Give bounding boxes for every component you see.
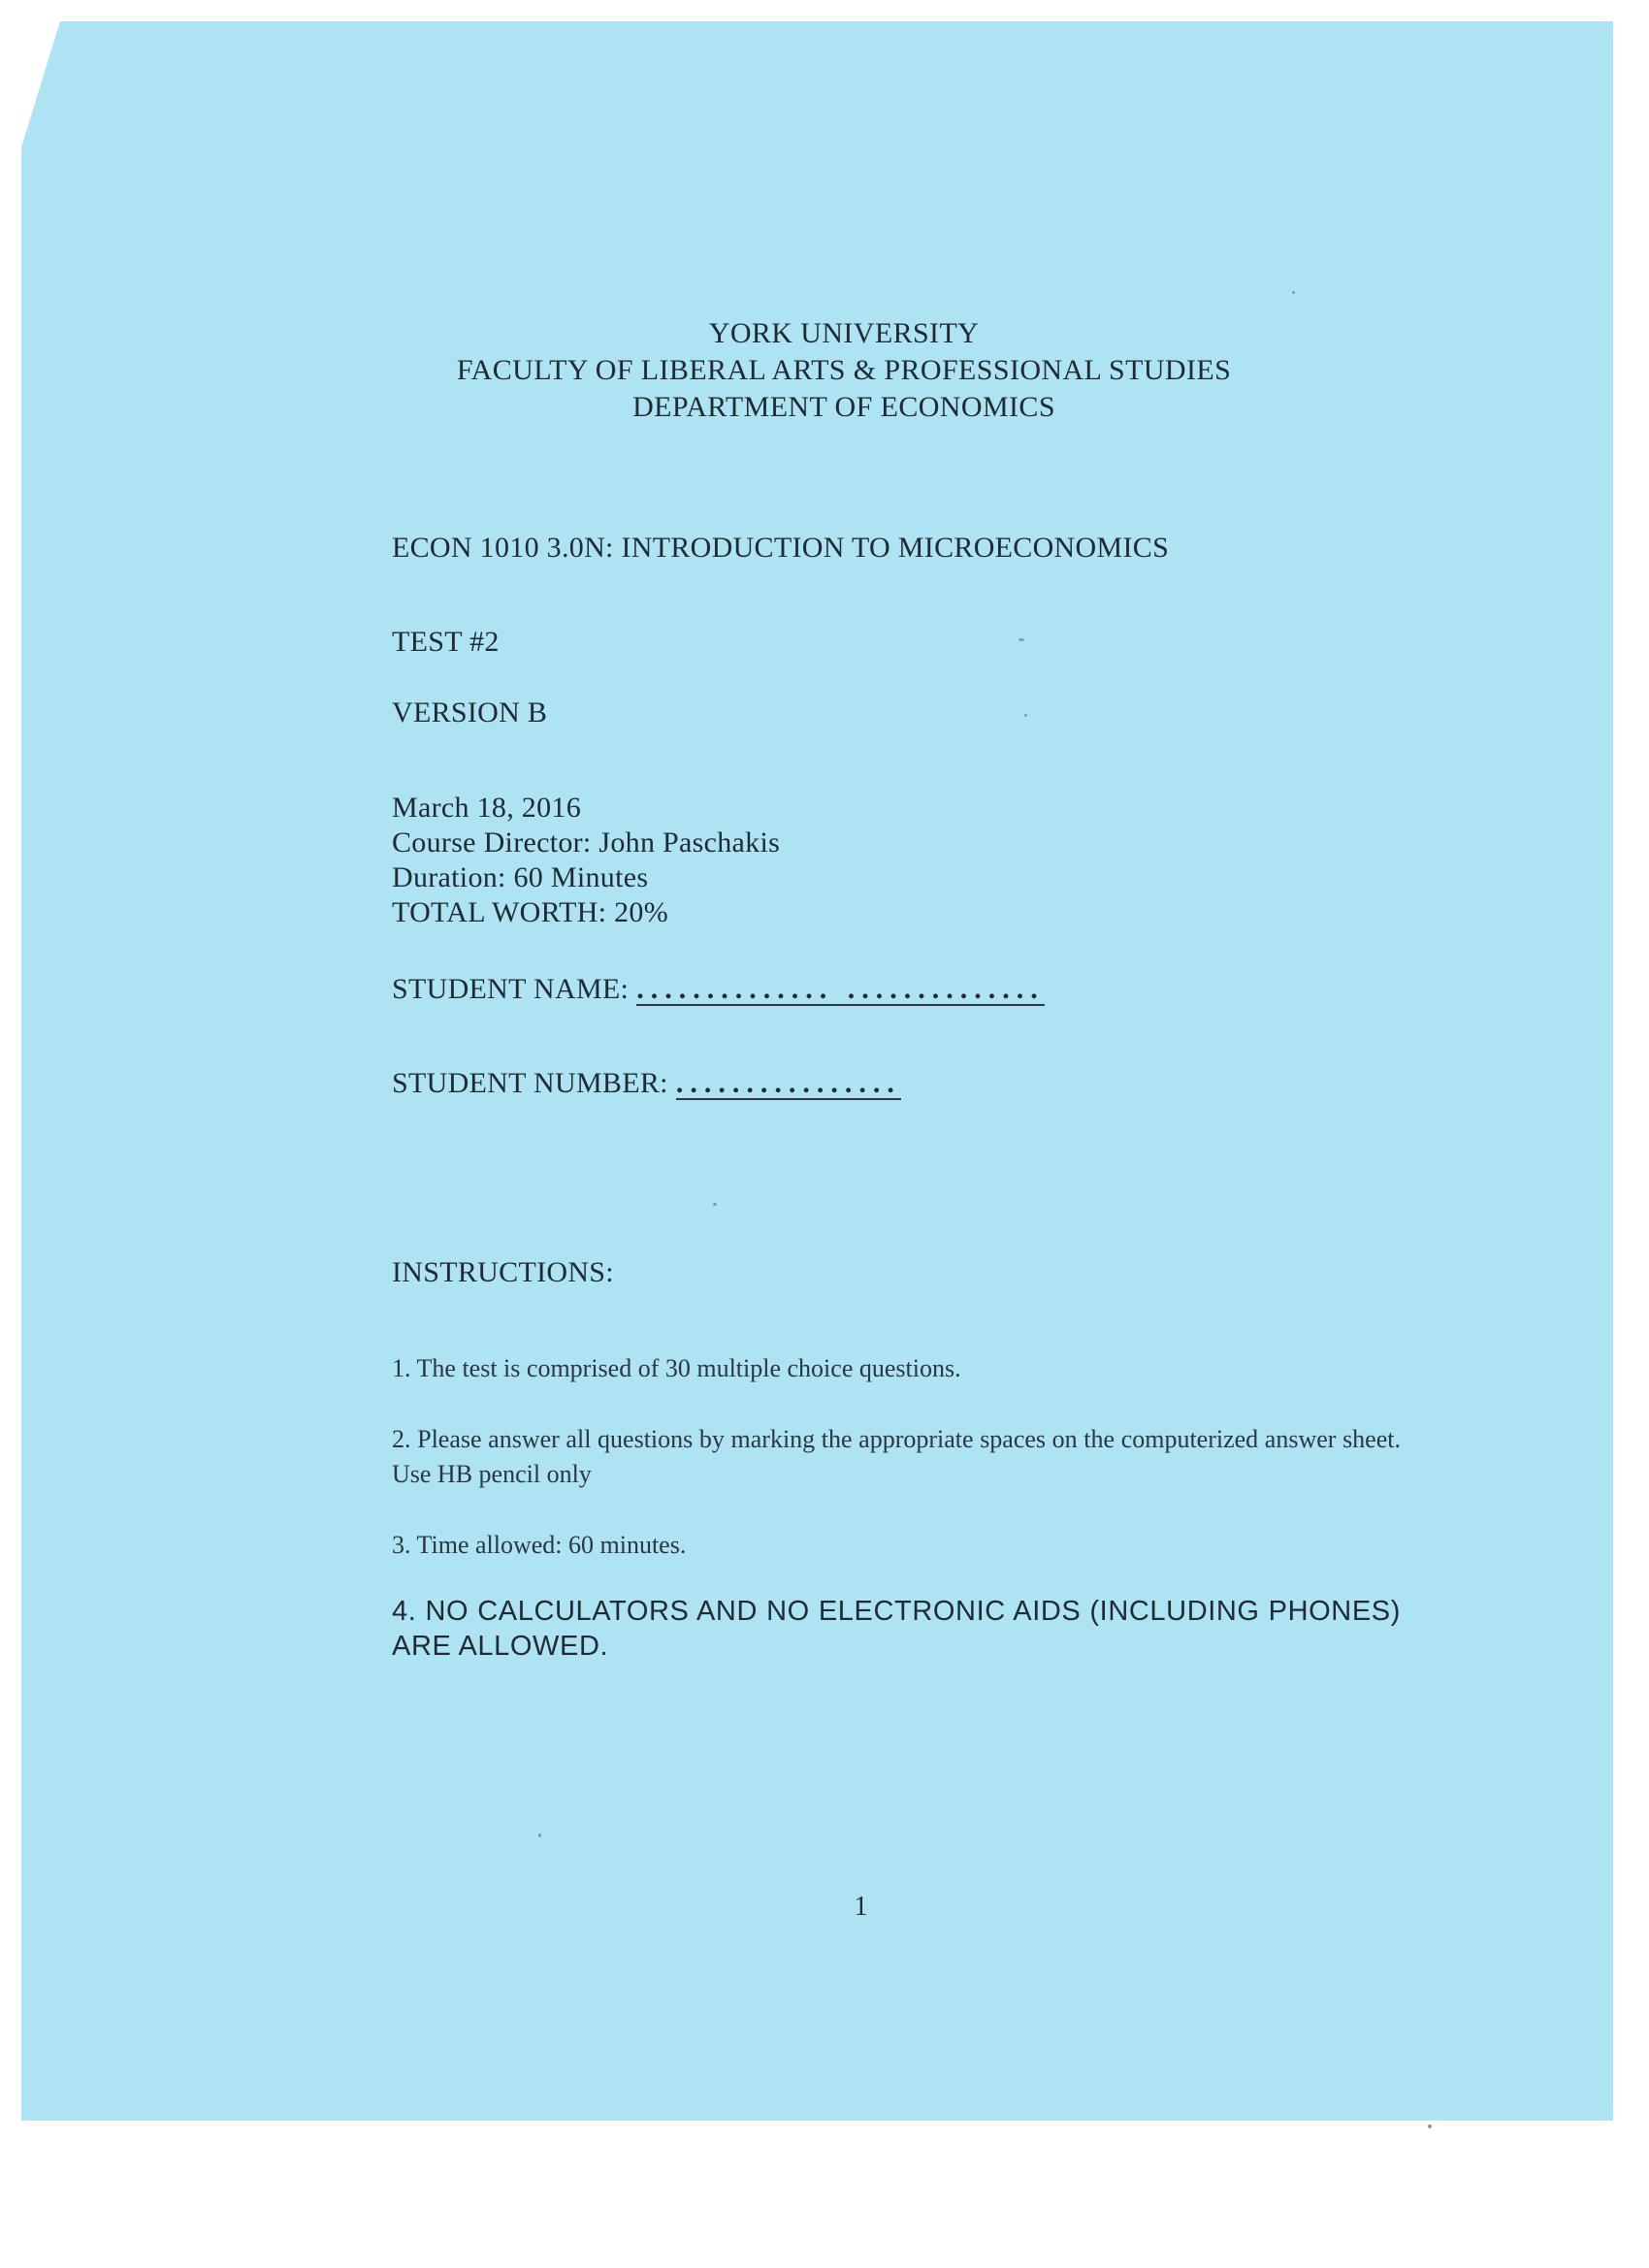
student-number-field[interactable]: ................ [675, 1067, 901, 1099]
exam-date: March 18, 2016 [392, 792, 581, 824]
instruction-item: 3. Time allowed: 60 minutes. [392, 1531, 687, 1559]
instruction-item: 1. The test is comprised of 30 multiple choice questions. [392, 1354, 961, 1382]
instruction-item-warning: 4. NO CALCULATORS AND NO ELECTRONIC AIDS (INCLUDING PHONES) ARE ALLOWED. [392, 1596, 1401, 1662]
version-label: VERSION B [392, 697, 548, 729]
total-worth: TOTAL WORTH: 20% [392, 896, 669, 928]
scan-speck [713, 1203, 717, 1206]
folded-corner [21, 21, 60, 147]
scan-speck [1292, 291, 1295, 294]
student-name-row [392, 973, 1045, 1006]
exam-duration: Duration: 60 Minutes [392, 861, 649, 893]
scan-speck [1018, 638, 1024, 641]
page-number: 1 [854, 1892, 868, 1922]
department-name: DEPARTMENT OF ECONOMICS [632, 391, 1055, 423]
instructions-heading: INSTRUCTIONS: [392, 1256, 614, 1288]
test-label: TEST #2 [392, 626, 500, 658]
exam-details [392, 791, 780, 930]
course-director: Course Director: John Paschakis [392, 826, 781, 859]
instruction-item: 2. Please answer all questions by marking the appropriate spaces on the computerized answer sheet. Use HB pencil only [392, 1425, 1401, 1488]
student-number-label: STUDENT NUMBER: [392, 1067, 668, 1099]
institution-header [0, 315, 1649, 426]
student-name-label: STUDENT NAME: [392, 973, 630, 1005]
scan-speck [538, 1833, 541, 1837]
course-title: ECON 1010 3.0N: INTRODUCTION TO MICROECONOMICS [392, 532, 1170, 564]
scan-speck [1428, 2124, 1432, 2128]
student-name-field[interactable]: .............. .............. [636, 973, 1045, 1005]
university-name: YORK UNIVERSITY [708, 317, 980, 349]
student-number-row [392, 1067, 901, 1100]
faculty-name: FACULTY OF LIBERAL ARTS & PROFESSIONAL STUDIES [456, 354, 1232, 386]
scan-speck [1024, 714, 1027, 717]
